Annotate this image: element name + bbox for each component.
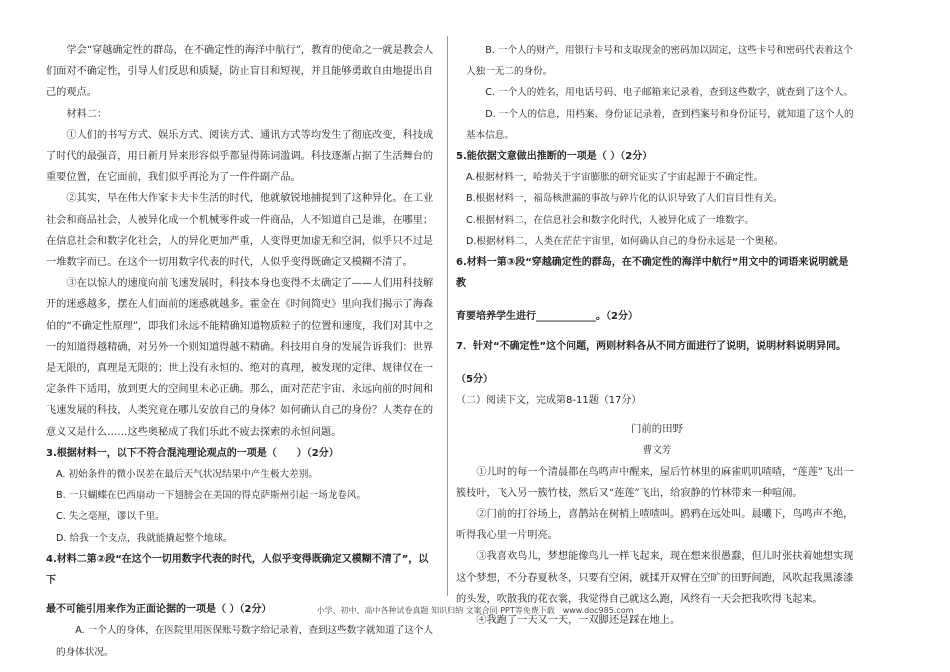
page-footer: 小学、初中、高中各种试卷真题 知识归纳 文案合同 PPT等免费下载 www.doc985.com <box>316 606 634 615</box>
article-para2: ②门前的打谷场上，喜鹊站在树梢上喳喳叫。鸥鸦在远处叫。晨曦下，鸟鸣声不绝，听得我心里一片明亮。 <box>456 509 854 542</box>
intro-paragraph: 学会“穿越确定性的群岛，在不确定性的海洋中航行”，教育的使命之一就是教会人们面对不确定性，引导人们反思和质疑，防止盲目和短视，并且能够勇敢自由地提出自己的观点。 <box>46 45 434 99</box>
q3-option-b: B. 一只蝴蝶在巴西扇动一下翅膀会在美国的得克萨斯州引起一场龙卷风。 <box>56 490 367 502</box>
article-title: 门前的田野 <box>631 423 683 436</box>
right-column <box>456 40 858 631</box>
section-2-heading: （二）阅读下文，完成第8-11题（17分） <box>456 395 642 407</box>
left-column <box>46 40 438 663</box>
question-6-line2: 育要培养学生进行____________。（2分） <box>456 311 638 323</box>
q3-option-a: A. 初始条件的微小误差在最后天气状况结果中产生极大差别。 <box>56 469 318 481</box>
material2-para2: ②其实，早在伟大作家卡夫卡生活的时代，他就敏锐地捕捉到了这种异化。在工业社会和商品社会，人被异化成一个机械零件或一件商品，人不知道自己是谁，在哪里；在信息社会和数字化社会，人的异化更加严重，人变得更加虚无和空洞，似乎只不过是一堆数字而已。在这个一切用数字代表的时代，人似乎变得既确定又模糊不清了。 <box>46 193 434 269</box>
q5-option-b: B.根据材料一，福岛核泄漏的事故与碎片化的认识导致了人们盲目性有关。 <box>466 193 783 205</box>
material2-para1: ①人们的书写方式、娱乐方式、阅读方式、通讯方式等均发生了彻底改变，科技成了时代的最强音，用日新月异来形容似乎都显得陈词滥调。科技逐渐占据了生活舞台的重要位置，在它面前，我们似乎再沦为了一件件副产品。 <box>46 129 434 184</box>
q4-option-a: A. 一个人的身体，在医院里用医保账号数字给记录着，查到这些数字就知道了这个人的身体状况。 <box>56 625 434 658</box>
question-3: 3.根据材料一，以下不符合混沌理论观点的一项是（ ）（2分） <box>46 447 339 459</box>
question-7-points: （5分） <box>456 373 493 385</box>
question-7-line1: 7．针对“不确定性”这个问题，两则材料各从不同方面进行了说明，说明材料说明异同。 <box>456 340 847 352</box>
question-6-line1: 6.材料一第③段“穿越确定性的群岛，在不确定性的海洋中航行”用文中的词语来说明就是教 <box>456 257 849 290</box>
question-4-line2: 最不可能引用来作为正面论据的一项是（ ）（2分） <box>46 604 272 616</box>
q3-option-c: C. 失之毫厘，谬以千里。 <box>56 511 165 523</box>
q4-option-b: B. 一个人的财产，用银行卡号和支取现金的密码加以固定，这些卡号和密码代表着这个人独一无二的身份。 <box>466 45 853 78</box>
q5-option-c: C.根据材料二，在信息社会和数字化时代，人被异化成了一堆数字。 <box>466 214 754 226</box>
article-author: 曹文芳 <box>642 445 672 457</box>
article-para3: ③我喜欢鸟儿，梦想能像鸟儿一样飞起来，现在想来很愚蠢，但儿时张扶着她想实现这个梦想，不分春夏秋冬，只要有空闲，就揉开双臂在空旷的田野间跑，风吹起我黑漆漆的头发，吹散我的花衣裳，我觉得自己就这么跑，风终有一天会把我吹得飞起来。 <box>456 551 854 605</box>
q5-option-d: D.根据材料二，人类在茫茫宇宙里，如何确认自己的身份永远是一个奥秘。 <box>466 235 784 247</box>
material2-label: 材料二： <box>66 108 108 120</box>
q4-option-c: C. 一个人的姓名，用电话号码、电子邮箱来记录着，查到这些数字，就查到了这个人。 <box>485 87 853 99</box>
article-para4: ④我跑了一天又一天，一双脚还是踩在地上。 <box>476 615 681 627</box>
material2-para3: ③在以惊人的速度向前飞速发展时，科技本身也变得不太确定了——人们用科技解开的迷惑越多，摆在人们面前的迷惑就越多。霍金在《时间简史》里向我们揭示了海森伯的“不确定性原理”，即我们永远不能精确知道物质粒子的位置和速度，我们对其中之一的知道得越精确，对另外一个则知道得越不精确。科技用自身的发展告诉我们：世界是无限的，真理是无限的；世上没有永恒的、绝对的真理，被发现的定律、规律仅在一定条件下适用，放到更大的空间里未必正确。那么，面对茫茫宇宙、永远向前的时间和飞速发展的科技，人类究竟在哪儿安放自己的身体？如何确认自己的身份？人类存在的意义又是什么……这些奥秘成了我们乐此不疲去探索的永恒问题。 <box>46 278 434 438</box>
q3-option-d: D. 给我一个支点，我就能撬起整个地球。 <box>56 532 233 544</box>
question-5: 5.能依据文意做出推断的一项是（ ）（2分） <box>456 151 653 163</box>
q4-option-d: D. 一个人的信息，用档案、身份证记录着，查到档案号和身份证号，就知道了这个人的基本信息。 <box>466 108 854 141</box>
article-para1: ①儿时的每一个清晨都在鸟鸣声中醒来，屋后竹林里的麻雀叽叽喳喳，“莲莲”飞出一簇枝叶，飞入另一簇竹枝，然后又“莲莲”飞出，给寂静的竹林带来一种喧闹。 <box>456 466 854 499</box>
column-divider <box>447 36 448 596</box>
question-4-line1: 4.材料二第②段“在这个一切用数字代表的时代，人似乎变得既确定又模糊不清了”，以下 <box>46 553 429 587</box>
q5-option-a: A.根据材料一，哈勃关于宇宙膨胀的研究证实了宇宙起源于不确定性。 <box>466 172 764 184</box>
